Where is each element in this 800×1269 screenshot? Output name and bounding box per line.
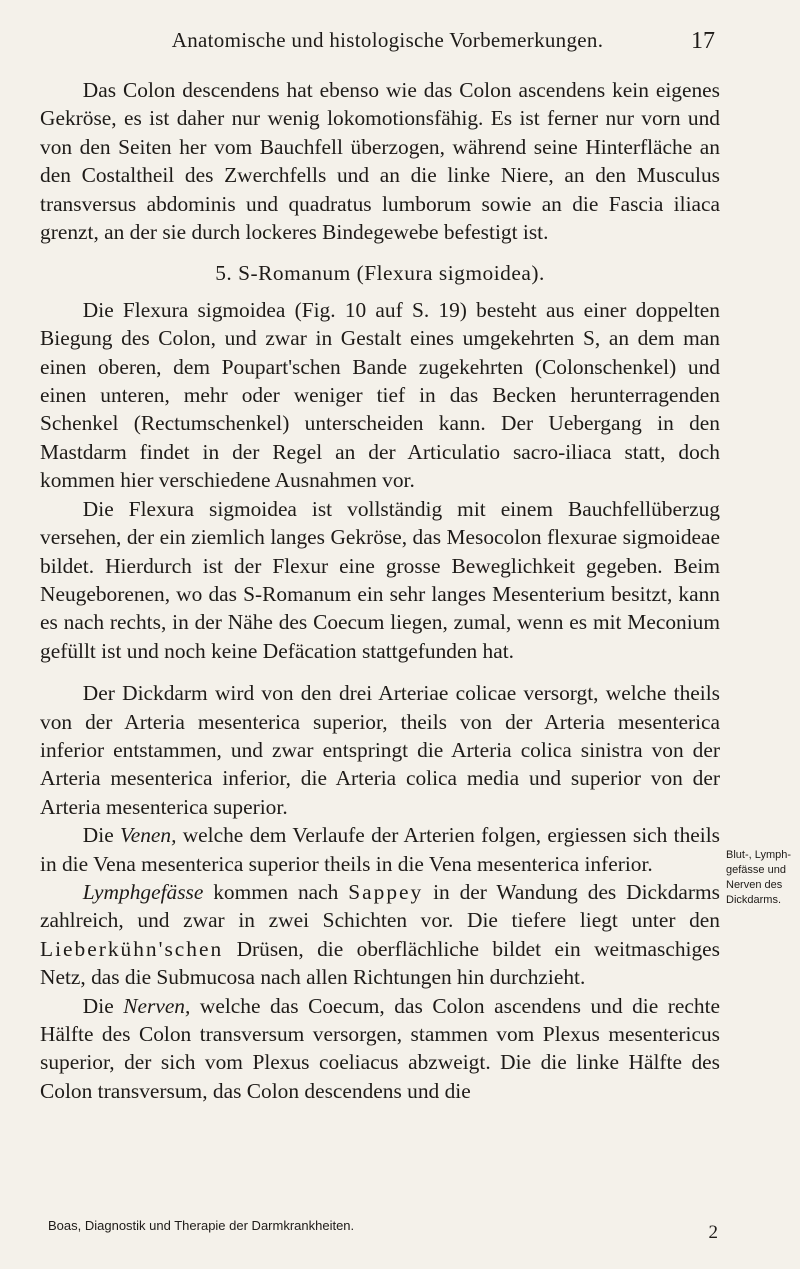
signature-line: Boas, Diagnostik und Therapie der Darmkrankheiten. [48, 1218, 355, 1233]
nerves-prefix: Die [82, 993, 124, 1018]
running-header [60, 28, 715, 58]
paragraph-flexura-peritoneum: Die Flexura sigmoidea ist vollständig mit einem Bauchfellüberzug versehen, der ein ziemlich langes Gekröse, das Mesocolon flexurae sigmoideae bildet. Hierdurch ist der Flexur eine grosse Beweglichkeit gegeben. Beim Neugeborenen, wo das S-Romanum ein sehr langes Mesenterium besitzt, kann es nach rechts, in der Nähe des Coecum liegen, zumal, wenn es mit Meconium gefüllt ist und noch keine Defäcation stattgefunden hat. [40, 496, 720, 663]
marginal-line: gefässe und [726, 864, 786, 876]
paragraph-nerves [40, 992, 720, 1106]
signature-mark: 2 [708, 1222, 718, 1243]
nerves-term: Nerven, [123, 993, 191, 1018]
page-number: 17 [691, 28, 715, 54]
veins-term: Venen, [120, 823, 177, 848]
marginal-line: Blut-, Lymph- [726, 849, 792, 861]
lymph-text-b: in der Wandung des Dickdarms zahlreich, und zwar in zwei Schichten vor. Die tiefere liegt unter den [40, 879, 720, 933]
running-title: Anatomische und histologische Vorbemerkungen. [171, 28, 604, 52]
veins-prefix: Die [82, 823, 120, 848]
lymph-text-a: kommen nach [203, 879, 349, 904]
marginal-note [726, 848, 796, 908]
nerves-text: welche das Coecum, das Colon ascendens und die rechte Hälfte des Colon transversum versorgen, stammen vom Plexus mesentericus superior, der sich vom Plexus coeliacus abzweigt. Die die linke Hälfte des Colon transversum, das Colon descendens und die [40, 993, 721, 1103]
paragraph-lymph [40, 878, 720, 992]
author-lieberkuehn: Lieberkühn'schen [40, 936, 224, 961]
author-sappey: Sappey [348, 879, 424, 904]
lymph-text-c: Drüsen, die oberflächliche bildet ein weitmaschiges Netz, das die Submucosa nach allen Richtungen hin durchzieht. [40, 936, 720, 990]
marginal-line: Nerven des [726, 879, 783, 891]
lymph-term: Lymphgefässe [82, 879, 204, 904]
body-text [40, 76, 720, 1105]
paragraph-colon-descendens: Das Colon descendens hat ebenso wie das Colon ascendens kein eigenes Gekröse, es ist daher nur wenig lokomotionsfähig. Es ist ferner nur vorn und von den Seiten her vom Bauchfell überzogen, während seine Hinterfläche an den Costaltheil des Zwerchfells und an die linke Niere, an den Musculus transversus abdominis und quadratus lumborum sowie an die Fascia iliaca grenzt, an der sie durch lockeres Bindegewebe befestigt ist. [40, 78, 720, 245]
section-heading: 5. S-Romanum (Flexura sigmoidea). [215, 261, 545, 286]
paragraph-arteries: Der Dickdarm wird von den drei Arteriae colicae versorgt, welche theils von der Arteria mesenterica superior, theils von der Arteria mesenterica inferior entstammen, und zwar entspringt die Arteria colica sinistra von der Arteria mesenterica inferior, die Arteria colica media und superior von der Arteria mesenterica superior. [40, 681, 720, 819]
veins-text: welche dem Verlaufe der Arterien folgen, ergiessen sich theils in die Vena mesenterica superior theils in die Vena mesenterica inferior. [40, 823, 721, 876]
paragraph-flexura-definition: Die Flexura sigmoidea (Fig. 10 auf S. 19) besteht aus einer doppelten Biegung des Colon, und zwar in Gestalt eines umgekehrten S, an dem man einen oberen, dem Poupart'schen Bande zugekehrten (Colonschenkel) und einen unteren, mehr oder weniger tief in das Becken herunterragenden Schenkel (Rectumschenkel) unterscheiden kann. Der Uebergang in den Mastdarm findet in der Regel an der Articulatio sacro-iliaca statt, doch kommen hier verschiedene Ausnahmen vor. [40, 297, 720, 493]
page-footer [48, 1218, 718, 1242]
paragraph-veins [40, 821, 720, 878]
marginal-line: Dickdarms. [726, 894, 782, 906]
